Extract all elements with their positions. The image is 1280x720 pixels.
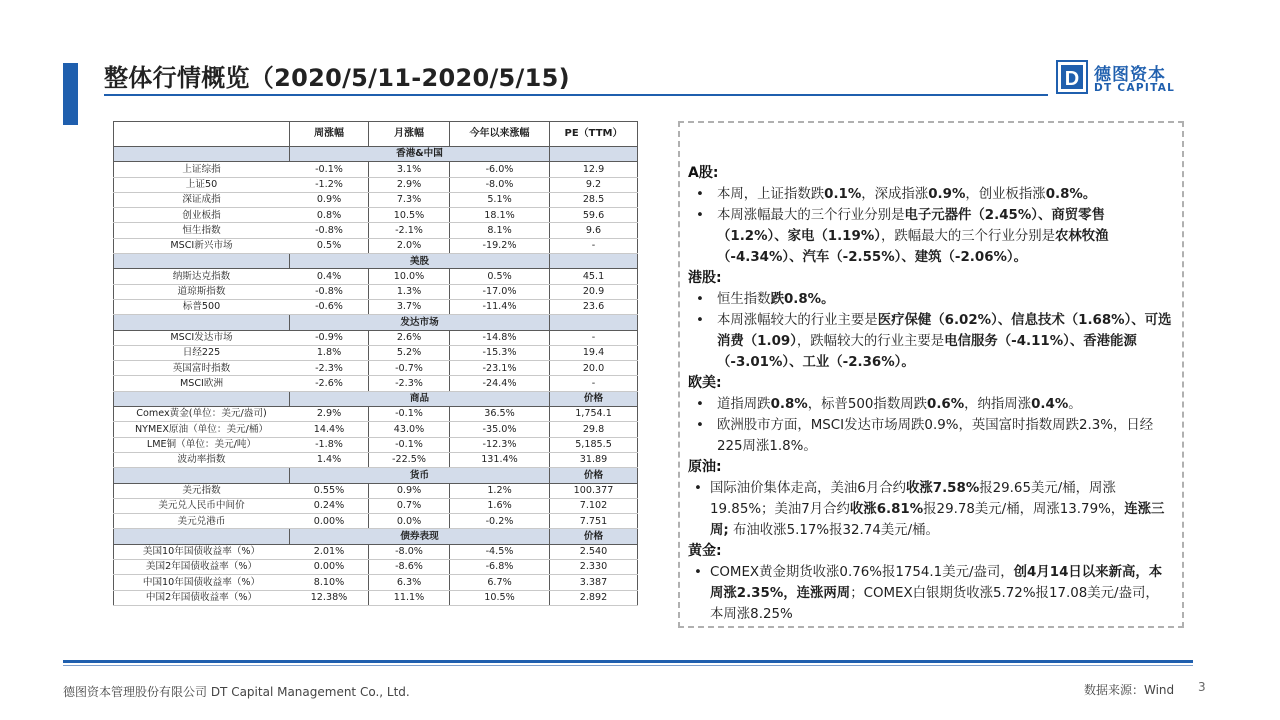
section-title: 美股 (290, 254, 550, 269)
row-value: - (550, 376, 638, 391)
section-right-header (550, 147, 638, 162)
bold-text: 医疗保健（6.02%）、信息技术（1.68%）、可选消费（1.09） (717, 313, 1172, 349)
table-row (114, 376, 638, 391)
bold-text: 电信服务（-4.11%）、香港能源（-3.01%）、工业（-2.36%）。 (717, 334, 1137, 370)
row-value: 0.00% (290, 560, 369, 575)
row-value: -22.5% (369, 452, 450, 467)
row-value: -17.0% (450, 284, 550, 299)
footer-data-source: 数据来源：Wind (1084, 683, 1175, 697)
row-label: 上证50 (114, 177, 290, 192)
bold-text: 创4月14日以来新高，本周涨2.35%，连涨两周 (710, 565, 1163, 601)
commentary-bullet (688, 415, 1172, 457)
table-row (114, 452, 638, 467)
text-run: 恒生指数 (717, 292, 771, 307)
section-title: 货币 (290, 468, 550, 483)
table-header-row (114, 122, 638, 147)
row-label: 美国2年国债收益率（%） (114, 560, 290, 575)
row-value: -15.3% (450, 345, 550, 360)
row-value: 5,185.5 (550, 437, 638, 452)
row-value: 11.1% (369, 590, 450, 605)
row-value: -2.3% (290, 361, 369, 376)
section-right-header (550, 315, 638, 330)
table-row (114, 208, 638, 223)
row-label: 美元兑人民币中间价 (114, 498, 290, 513)
text-run: 道指周跌 (717, 397, 771, 412)
section-right-header: 价格 (550, 468, 638, 483)
page-number: 3 (1198, 680, 1206, 694)
row-value: 43.0% (369, 422, 450, 437)
table-row (114, 177, 638, 192)
table-row (114, 483, 638, 498)
row-value: -0.8% (290, 284, 369, 299)
table-row (114, 192, 638, 207)
commentary-bullet (688, 184, 1172, 205)
table-section-row (114, 391, 638, 406)
row-value: 5.1% (450, 192, 550, 207)
bold-text: 0.1% (824, 187, 862, 202)
table-row (114, 560, 638, 575)
section-title: 发达市场 (290, 315, 550, 330)
row-label: MSCI欧洲 (114, 376, 290, 391)
row-value: 29.8 (550, 422, 638, 437)
footer-rule-thin (63, 665, 1193, 666)
table-section-row (114, 468, 638, 483)
row-value: 0.5% (290, 238, 369, 253)
row-label: 日经225 (114, 345, 290, 360)
row-value: -35.0% (450, 422, 550, 437)
bold-text: 0.8% (770, 397, 808, 412)
row-value: 131.4% (450, 452, 550, 467)
row-value: 19.4 (550, 345, 638, 360)
section-title: 债券表现 (290, 529, 550, 544)
section-right-header: 价格 (550, 391, 638, 406)
row-value: -0.9% (290, 330, 369, 345)
bold-text: 0.8% (1045, 187, 1083, 202)
row-label: 美元兑港币 (114, 514, 290, 529)
table-header-cell: 月涨幅 (369, 122, 450, 147)
row-value: 0.00% (290, 514, 369, 529)
row-value: -8.0% (450, 177, 550, 192)
text-run: ；COMEX白银期货收涨5.72%报17.08美元/盎司，本周涨8.25% (710, 586, 1159, 622)
table-row (114, 498, 638, 513)
section-title: 香港&中国 (290, 147, 550, 162)
row-value: -14.8% (450, 330, 550, 345)
table-row (114, 345, 638, 360)
bold-text: 0.9% (928, 187, 966, 202)
row-value: 14.4% (290, 422, 369, 437)
table-row (114, 544, 638, 559)
commentary-bullet (688, 205, 1172, 268)
table-section-row (114, 147, 638, 162)
text-run: 国际油价集体走高，美油6月合约 (710, 481, 906, 496)
row-value: -0.8% (290, 223, 369, 238)
row-value: -6.8% (450, 560, 550, 575)
bold-text: 0.6% (927, 397, 965, 412)
row-value: 2.330 (550, 560, 638, 575)
row-value: 100.377 (550, 483, 638, 498)
section-spacer (114, 147, 290, 162)
commentary-section-title: 原油: (688, 459, 722, 475)
text-run: ，跌幅最大的三个行业分别是 (880, 229, 1056, 244)
bold-text: 收涨7.58% (906, 481, 980, 496)
row-value: 0.0% (369, 514, 450, 529)
row-value: 5.2% (369, 345, 450, 360)
commentary-bullet (688, 562, 1172, 625)
text-run: 布油收涨5.17%报32.74美元/桶。 (728, 523, 939, 538)
commentary-section-title: 欧美: (688, 375, 722, 391)
row-value: 28.5 (550, 192, 638, 207)
logo-chinese-name: 德图资本 (1094, 65, 1166, 85)
row-value: 2.0% (369, 238, 450, 253)
table-section-row (114, 315, 638, 330)
commentary-section-title: A股: (688, 165, 719, 181)
row-value: -0.2% (450, 514, 550, 529)
row-label: 纳斯达克指数 (114, 269, 290, 284)
row-value: -2.6% (290, 376, 369, 391)
row-label: 波动率指数 (114, 452, 290, 467)
row-value: 0.7% (369, 498, 450, 513)
row-value: 12.9 (550, 162, 638, 177)
row-value: -24.4% (450, 376, 550, 391)
row-value: -0.1% (290, 162, 369, 177)
table-row (114, 407, 638, 422)
row-value: 7.102 (550, 498, 638, 513)
row-value: 3.7% (369, 299, 450, 314)
row-value: 0.9% (290, 192, 369, 207)
section-title: 商品 (290, 391, 550, 406)
row-value: 1.6% (450, 498, 550, 513)
text-run: ，跌幅较大的行业主要是 (796, 334, 945, 349)
row-value: 2.892 (550, 590, 638, 605)
row-value: 8.1% (450, 223, 550, 238)
row-value: 2.540 (550, 544, 638, 559)
row-label: LME铜（单位：美元/吨） (114, 437, 290, 452)
market-table (113, 121, 638, 606)
logo-english-name: DT CAPITAL (1094, 82, 1176, 94)
row-value: 9.2 (550, 177, 638, 192)
row-label: 上证综指 (114, 162, 290, 177)
commentary-bullet (688, 310, 1172, 373)
table-section-row (114, 529, 638, 544)
table-header-cell: 今年以来涨幅 (450, 122, 550, 147)
table-row (114, 422, 638, 437)
row-value: 6.7% (450, 575, 550, 590)
row-label: 创业板指 (114, 208, 290, 223)
table-row (114, 514, 638, 529)
row-label: 中国2年国债收益率（%） (114, 590, 290, 605)
row-value: -0.1% (369, 407, 450, 422)
bold-text: 跌0.8%。 (770, 292, 835, 307)
row-label: 美元指数 (114, 483, 290, 498)
row-value: -19.2% (450, 238, 550, 253)
row-value: 2.9% (290, 407, 369, 422)
commentary-bullet (688, 394, 1172, 415)
title-underline (104, 94, 1048, 96)
table-section-row (114, 254, 638, 269)
row-value: 0.9% (369, 483, 450, 498)
bold-text: 0.4% (1031, 397, 1069, 412)
company-logo (1056, 60, 1186, 96)
row-value: -2.1% (369, 223, 450, 238)
row-value: -23.1% (450, 361, 550, 376)
row-value: -0.7% (369, 361, 450, 376)
row-value: 18.1% (450, 208, 550, 223)
commentary-section-title: 黄金: (688, 543, 722, 559)
table-row (114, 223, 638, 238)
text-run: 本周涨幅最大的三个行业分别是 (717, 208, 905, 223)
row-value: 0.4% (290, 269, 369, 284)
row-value: 31.89 (550, 452, 638, 467)
table-row (114, 269, 638, 284)
row-value: 6.3% (369, 575, 450, 590)
row-value: 10.0% (369, 269, 450, 284)
footer-rule (63, 660, 1193, 663)
text-run: ，标普500指数周跌 (807, 397, 927, 412)
row-value: 2.6% (369, 330, 450, 345)
row-value: 1.3% (369, 284, 450, 299)
bold-text: 收涨6.81% (849, 502, 924, 517)
row-value: -0.6% (290, 299, 369, 314)
row-value: 2.9% (369, 177, 450, 192)
row-label: NYMEX原油（单位：美元/桶） (114, 422, 290, 437)
table-row (114, 162, 638, 177)
market-overview-table (113, 121, 637, 631)
row-value: -8.0% (369, 544, 450, 559)
section-right-header: 价格 (550, 529, 638, 544)
row-value: -6.0% (450, 162, 550, 177)
commentary-bullet (688, 289, 1172, 310)
footer-company: 德图资本管理股份有限公司 DT Capital Management Co., Ltd. (63, 685, 410, 699)
row-value: 2.01% (290, 544, 369, 559)
row-value: -11.4% (450, 299, 550, 314)
row-value: 7.751 (550, 514, 638, 529)
row-value: - (550, 238, 638, 253)
table-header-cell (114, 122, 290, 147)
text-run: ，深成指涨 (861, 187, 929, 202)
row-value: -1.8% (290, 437, 369, 452)
row-label: 深证成指 (114, 192, 290, 207)
row-value: 10.5% (369, 208, 450, 223)
bold-text: 连涨三周; (710, 502, 1165, 538)
row-value: 3.1% (369, 162, 450, 177)
commentary-bullet (688, 478, 1172, 541)
row-value: -4.5% (450, 544, 550, 559)
text-run: 本周，上证指数跌 (717, 187, 825, 202)
text-run: 。 (1068, 397, 1082, 412)
market-commentary-panel (678, 121, 1184, 628)
section-spacer (114, 529, 290, 544)
row-value: 7.3% (369, 192, 450, 207)
bold-text: 。 (1082, 187, 1097, 202)
row-label: Comex黄金(单位：美元/盎司) (114, 407, 290, 422)
row-value: 1,754.1 (550, 407, 638, 422)
row-value: - (550, 330, 638, 345)
table-row (114, 361, 638, 376)
bold-text: 电子元器件（2.45%）、商贸零售（1.2%）、家电（1.19%） (717, 208, 1105, 244)
table-row (114, 590, 638, 605)
page-title: 整体行情概览（2020/5/11-2020/5/15) (104, 64, 570, 92)
row-value: -1.2% (290, 177, 369, 192)
row-value: 45.1 (550, 269, 638, 284)
row-value: -8.6% (369, 560, 450, 575)
text-run: ，创业板指涨 (965, 187, 1046, 202)
row-label: 中国10年国债收益率（%） (114, 575, 290, 590)
table-row (114, 575, 638, 590)
text-run: COMEX黄金期货收涨0.76%报1754.1美元/盎司， (710, 565, 1014, 580)
section-spacer (114, 315, 290, 330)
row-value: 12.38% (290, 590, 369, 605)
row-value: 1.4% (290, 452, 369, 467)
row-label: MSCI新兴市场 (114, 238, 290, 253)
table-header-cell: 周涨幅 (290, 122, 369, 147)
row-value: 10.5% (450, 590, 550, 605)
row-value: -0.1% (369, 437, 450, 452)
row-label: MSCI发达市场 (114, 330, 290, 345)
section-spacer (114, 468, 290, 483)
table-row (114, 284, 638, 299)
row-label: 道琼斯指数 (114, 284, 290, 299)
row-label: 英国富时指数 (114, 361, 290, 376)
row-value: 59.6 (550, 208, 638, 223)
title-accent-bar (63, 63, 78, 125)
table-row (114, 299, 638, 314)
text-run: 本周涨幅较大的行业主要是 (717, 313, 878, 328)
dt-logo-icon (1056, 60, 1088, 94)
section-spacer (114, 391, 290, 406)
row-value: 20.9 (550, 284, 638, 299)
row-value: 0.8% (290, 208, 369, 223)
table-row (114, 437, 638, 452)
text-run: 报29.78美元/桶，周涨13.79%， (923, 502, 1125, 517)
section-spacer (114, 254, 290, 269)
row-value: 8.10% (290, 575, 369, 590)
row-label: 恒生指数 (114, 223, 290, 238)
row-value: 3.387 (550, 575, 638, 590)
logo-mark-letter: D (1064, 68, 1080, 90)
row-value: -12.3% (450, 437, 550, 452)
row-label: 美国10年国债收益率（%） (114, 544, 290, 559)
row-value: 23.6 (550, 299, 638, 314)
commentary-section-title: 港股: (688, 270, 722, 286)
row-value: 1.8% (290, 345, 369, 360)
row-value: -2.3% (369, 376, 450, 391)
table-row (114, 330, 638, 345)
row-value: 1.2% (450, 483, 550, 498)
row-value: 0.24% (290, 498, 369, 513)
text-run: ，纳指周涨 (964, 397, 1032, 412)
text-run: 欧洲股市方面，MSCI发达市场周跌0.9%，英国富时指数周跌2.3%，日经225周涨1.8%。 (717, 418, 1154, 454)
bold-text: 农林牧渔（-4.34%）、汽车（-2.55%）、建筑（-2.06%）。 (717, 229, 1109, 265)
section-right-header (550, 254, 638, 269)
row-value: 9.6 (550, 223, 638, 238)
table-header-cell: PE（TTM） (550, 122, 638, 147)
row-value: 36.5% (450, 407, 550, 422)
text-run: 报29.65美元/桶，周涨19.85%；美油7月合约 (710, 481, 1116, 517)
row-label: 标普500 (114, 299, 290, 314)
table-row (114, 238, 638, 253)
row-value: 0.55% (290, 483, 369, 498)
row-value: 20.0 (550, 361, 638, 376)
row-value: 0.5% (450, 269, 550, 284)
